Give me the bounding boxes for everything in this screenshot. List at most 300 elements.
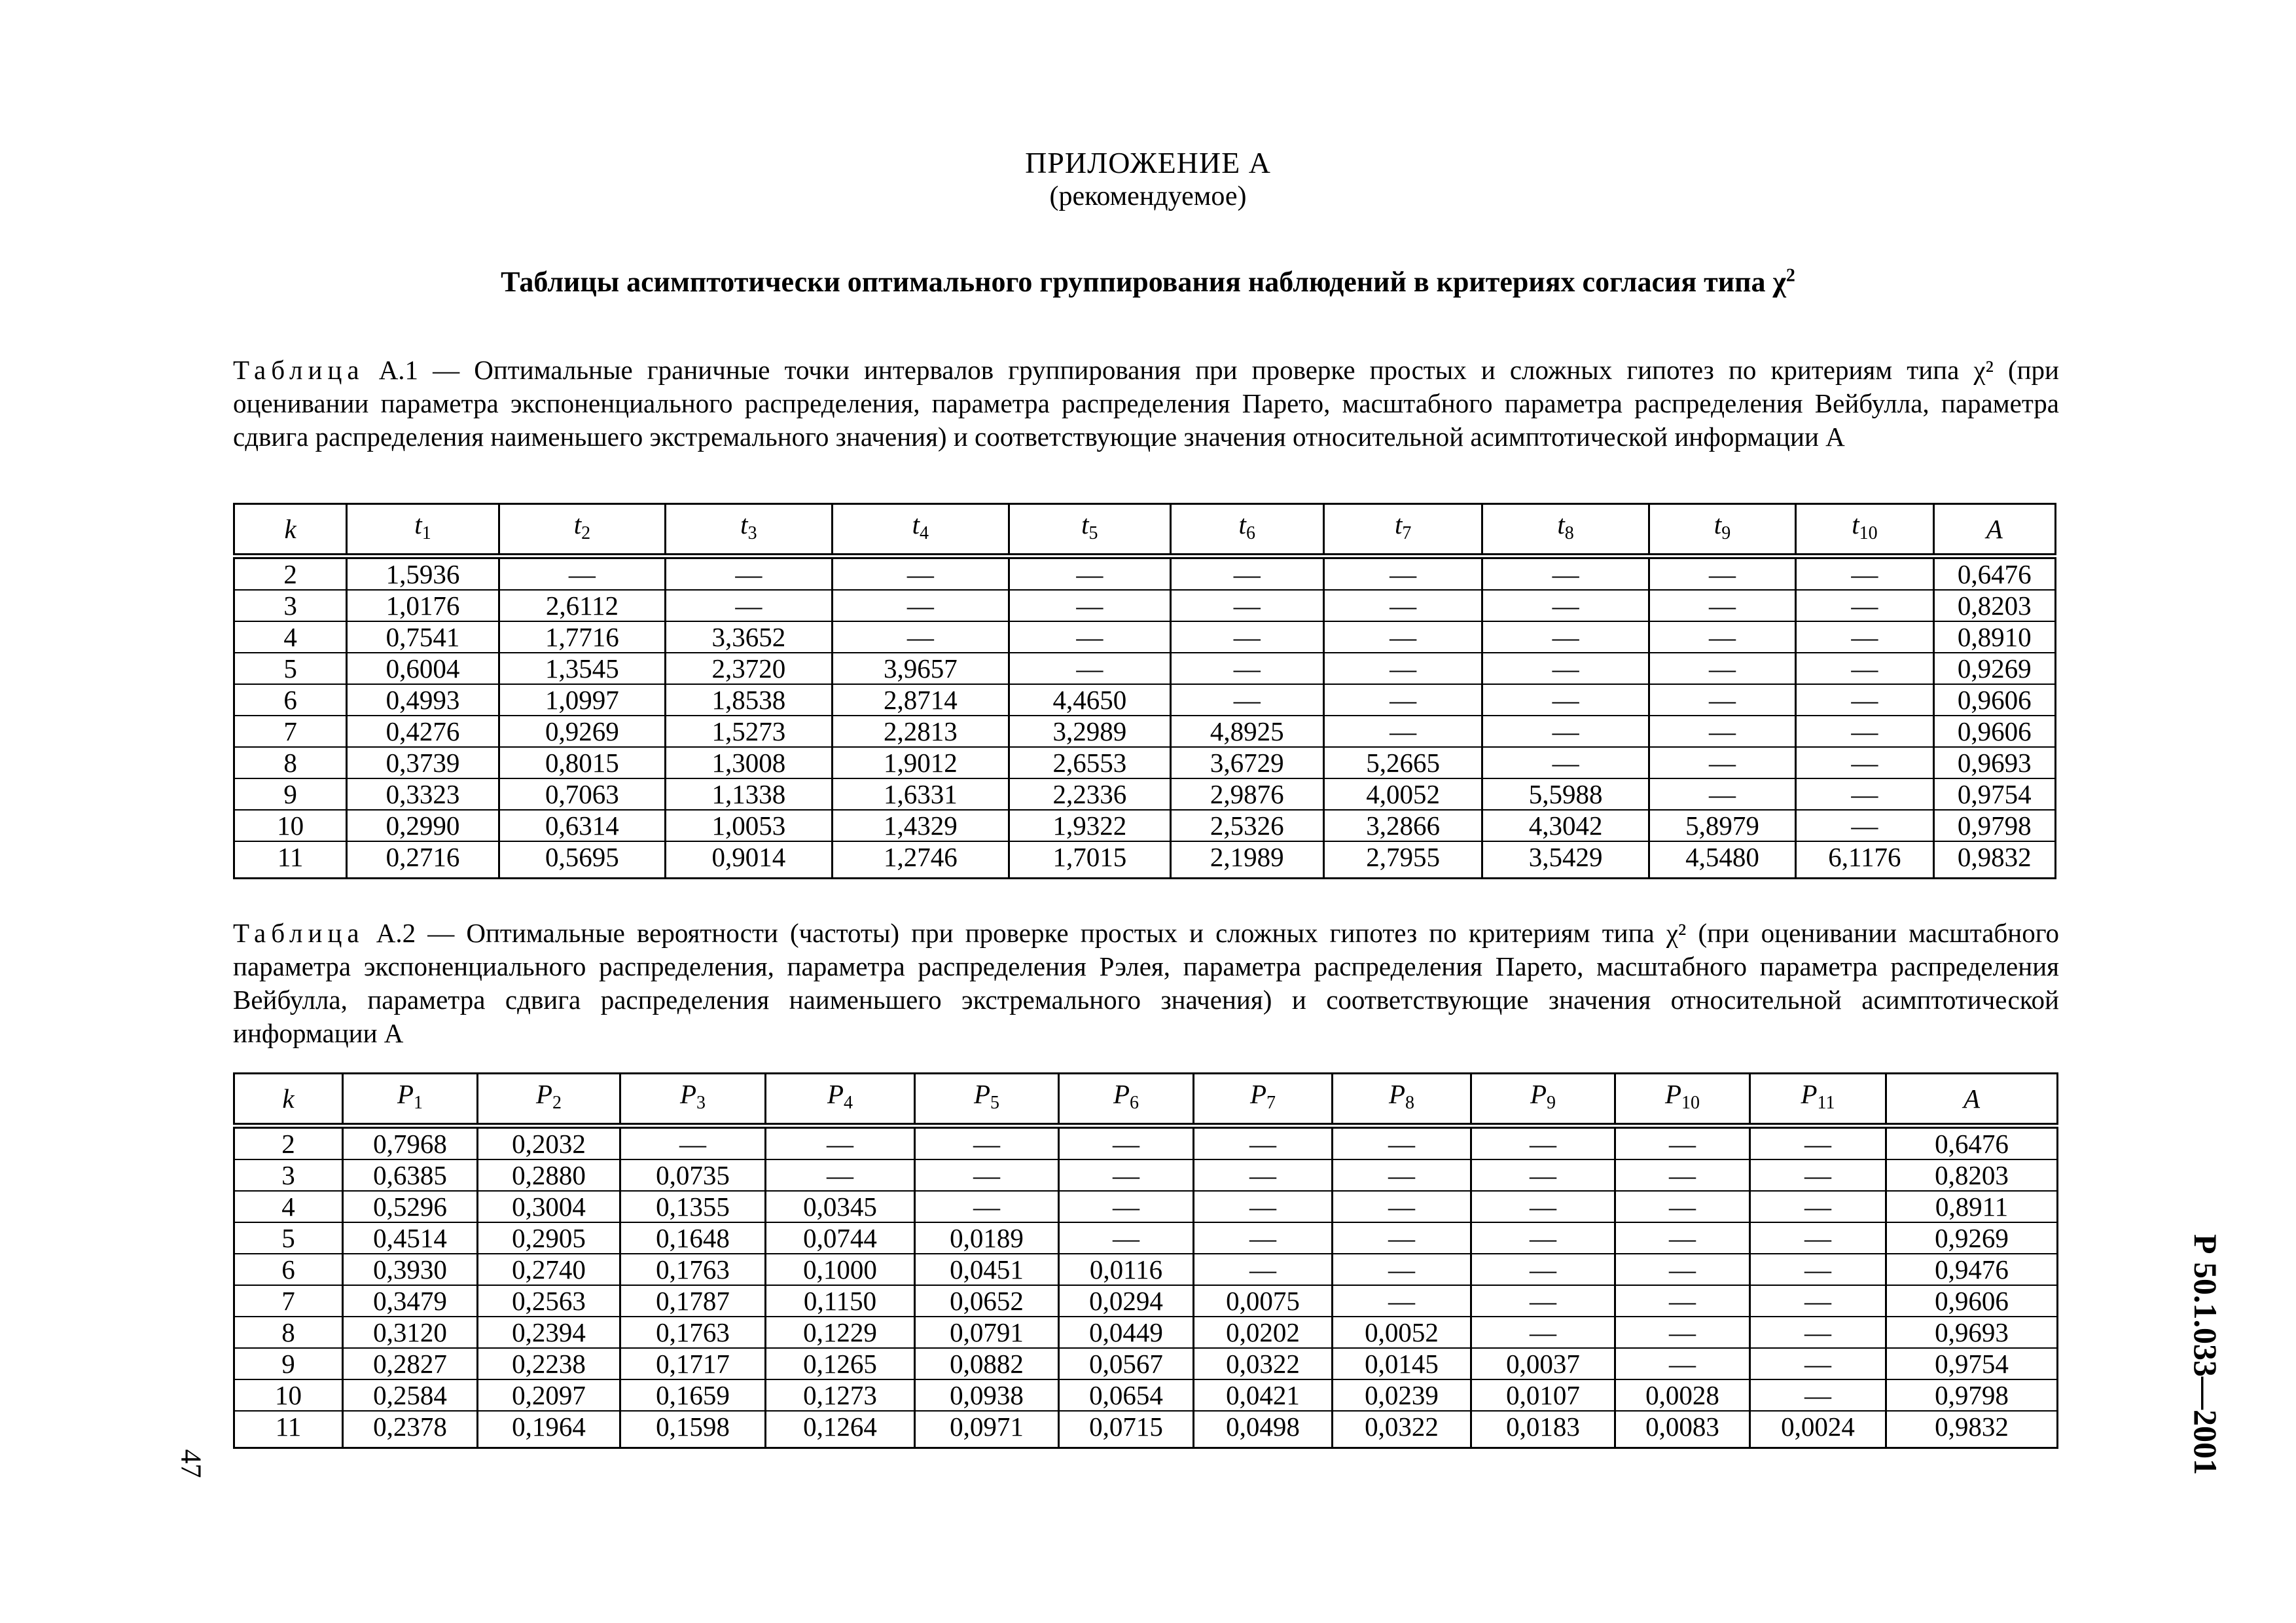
table-cell: —	[1471, 1254, 1615, 1285]
column-header-subscript: 7	[1266, 1093, 1276, 1113]
table-cell: 0,0322	[1194, 1348, 1333, 1379]
table-cell: 0,0715	[1059, 1411, 1194, 1448]
column-header-symbol: P	[397, 1079, 414, 1109]
table-cell: 0,9798	[1886, 1379, 2058, 1411]
row-k-cell: 5	[234, 1222, 343, 1254]
table-cell: 0,1273	[766, 1379, 915, 1411]
table-cell: 6,1176	[1796, 841, 1933, 879]
column-header-symbol: P	[1249, 1079, 1267, 1109]
table-cell: —	[1750, 1126, 1886, 1160]
table-cell: —	[1615, 1254, 1750, 1285]
table-cell: —	[1615, 1126, 1750, 1160]
table-row	[234, 1126, 2058, 1160]
table-cell: —	[1194, 1159, 1333, 1191]
table-cell: —	[1750, 1348, 1886, 1379]
column-header	[1323, 504, 1482, 556]
table-row	[234, 778, 2056, 810]
table-cell: 2,2813	[832, 716, 1009, 747]
table-cell: 0,0145	[1333, 1348, 1471, 1379]
column-header-symbol: P	[679, 1079, 697, 1109]
table-cell: 0,0735	[620, 1159, 766, 1191]
column-header	[347, 504, 499, 556]
table-cell: 0,3004	[478, 1191, 620, 1222]
table-cell: —	[1471, 1191, 1615, 1222]
table-cell: 2,8714	[832, 684, 1009, 716]
table-cell: 0,2394	[478, 1317, 620, 1348]
table-cell: 5,8979	[1649, 810, 1795, 841]
table-cell: 0,2990	[347, 810, 499, 841]
row-k-cell: 2	[234, 1126, 343, 1160]
table-cell: —	[1333, 1285, 1471, 1317]
table-cell: 0,2563	[478, 1285, 620, 1317]
column-header-symbol: P	[827, 1079, 844, 1109]
table-cell: 3,6729	[1170, 747, 1323, 778]
column-header: k	[234, 504, 347, 556]
table-cell: —	[1471, 1126, 1615, 1160]
table-cell: 5,5988	[1482, 778, 1649, 810]
table-cell: 0,1229	[766, 1317, 915, 1348]
table-cell: 0,0239	[1333, 1379, 1471, 1411]
table-cell: —	[1649, 590, 1795, 621]
table-cell: —	[1649, 621, 1795, 653]
table-cell: —	[1615, 1285, 1750, 1317]
table-cell: 0,9269	[499, 716, 665, 747]
row-k-cell: 8	[234, 1317, 343, 1348]
table-cell: 4,0052	[1323, 778, 1482, 810]
table-cell: —	[1796, 810, 1933, 841]
table-a1	[233, 503, 2056, 879]
column-header-symbol: t	[1713, 509, 1722, 539]
table-cell: 1,3545	[499, 653, 665, 684]
table-cell: —	[1059, 1126, 1194, 1160]
table-row	[234, 1159, 2058, 1191]
table-cell: 0,0791	[915, 1317, 1059, 1348]
table-a1-label: Таблица	[233, 355, 365, 385]
table-cell: —	[1750, 1254, 1886, 1285]
table-cell: —	[1796, 621, 1933, 653]
table-cell: —	[1750, 1191, 1886, 1222]
document-code: Р 50.1.033—2001	[2187, 1233, 2224, 1476]
column-header	[666, 504, 832, 556]
table-cell: —	[1796, 653, 1933, 684]
column-header	[1750, 1074, 1886, 1126]
column-header-symbol: P	[1530, 1079, 1547, 1109]
table-cell: 0,9014	[666, 841, 832, 879]
table-cell: 0,0449	[1059, 1317, 1194, 1348]
table-cell: —	[1323, 556, 1482, 591]
table-cell: —	[1750, 1222, 1886, 1254]
table-cell: —	[1059, 1159, 1194, 1191]
table-cell: 0,0052	[1333, 1317, 1471, 1348]
table-cell: 0,6314	[499, 810, 665, 841]
table-cell: 0,0294	[1059, 1285, 1194, 1317]
column-header	[1615, 1074, 1750, 1126]
row-k-cell: 11	[234, 841, 347, 879]
table-cell: 0,1717	[620, 1348, 766, 1379]
table-cell: —	[1649, 778, 1795, 810]
table-cell: —	[1471, 1285, 1615, 1317]
table-row	[234, 1348, 2058, 1379]
table-cell: 0,9832	[1933, 841, 2055, 879]
table-cell: 0,0938	[915, 1379, 1059, 1411]
row-k-cell: 3	[234, 590, 347, 621]
table-cell: 0,0744	[766, 1222, 915, 1254]
column-header-subscript: 2	[581, 523, 591, 543]
column-header-symbol: t	[1081, 509, 1089, 539]
table-cell: —	[1009, 590, 1170, 621]
column-header-subscript: 1	[422, 523, 431, 543]
column-header-symbol: t	[740, 509, 748, 539]
table-cell: 0,9269	[1886, 1222, 2058, 1254]
table-cell: —	[1482, 621, 1649, 653]
column-header	[1194, 1074, 1333, 1126]
column-header-subscript: 10	[1681, 1093, 1700, 1113]
table-cell: —	[1796, 747, 1933, 778]
table-row	[234, 1285, 2058, 1317]
column-header-symbol: P	[535, 1079, 553, 1109]
table-cell: 0,0028	[1615, 1379, 1750, 1411]
column-header	[1333, 1074, 1471, 1126]
table-cell: 1,9012	[832, 747, 1009, 778]
table-cell: —	[1009, 653, 1170, 684]
table-cell: 4,5480	[1649, 841, 1795, 879]
table-cell: —	[1796, 556, 1933, 591]
column-header-symbol: t	[414, 509, 422, 539]
table-cell: —	[499, 556, 665, 591]
table-cell: 1,1338	[666, 778, 832, 810]
table-cell: —	[1471, 1222, 1615, 1254]
table-cell: 0,0345	[766, 1191, 915, 1222]
table-cell: 0,7541	[347, 621, 499, 653]
table-cell: —	[1750, 1317, 1886, 1348]
table-a2-number: А.2	[376, 918, 416, 948]
column-header-symbol: t	[1238, 509, 1246, 539]
table-cell: 0,9832	[1886, 1411, 2058, 1448]
table-cell: 0,0498	[1194, 1411, 1333, 1448]
table-cell: 0,0652	[915, 1285, 1059, 1317]
table-cell: 2,7955	[1323, 841, 1482, 879]
table-cell: —	[915, 1126, 1059, 1160]
table-cell: 0,0083	[1615, 1411, 1750, 1448]
table-cell: —	[1482, 556, 1649, 591]
table-a2-caption	[233, 917, 2059, 1050]
table-cell: —	[832, 590, 1009, 621]
table-cell: 3,2989	[1009, 716, 1170, 747]
table-cell: 0,1787	[620, 1285, 766, 1317]
column-header-symbol: t	[1394, 509, 1403, 539]
table-cell: 0,0654	[1059, 1379, 1194, 1411]
table-cell: 0,1265	[766, 1348, 915, 1379]
column-header-symbol: t	[912, 509, 920, 539]
column-header-subscript: 4	[920, 523, 929, 543]
table-cell: —	[666, 590, 832, 621]
column-header	[915, 1074, 1059, 1126]
column-header: k	[234, 1074, 343, 1126]
table-cell: —	[1796, 684, 1933, 716]
table-cell: —	[1796, 778, 1933, 810]
column-header	[832, 504, 1009, 556]
column-header	[766, 1074, 915, 1126]
table-cell: 2,5326	[1170, 810, 1323, 841]
table-row	[234, 810, 2056, 841]
table-cell: 0,3739	[347, 747, 499, 778]
table-row	[234, 1191, 2058, 1222]
column-header-subscript: 9	[1721, 523, 1731, 543]
table-cell: 0,8911	[1886, 1191, 2058, 1222]
table-cell: —	[1649, 653, 1795, 684]
row-k-cell: 9	[234, 1348, 343, 1379]
table-cell: 0,8203	[1886, 1159, 2058, 1191]
table-cell: 1,5936	[347, 556, 499, 591]
table-cell: —	[1333, 1126, 1471, 1160]
table-cell: 0,0116	[1059, 1254, 1194, 1285]
table-a2	[233, 1072, 2058, 1449]
table-cell: —	[1170, 590, 1323, 621]
row-k-cell: 10	[234, 810, 347, 841]
column-header-symbol: t	[1852, 509, 1859, 539]
table-cell: 0,5296	[343, 1191, 478, 1222]
table-cell: —	[666, 556, 832, 591]
column-header-symbol: P	[1388, 1079, 1406, 1109]
table-cell: —	[1615, 1348, 1750, 1379]
table-row	[234, 716, 2056, 747]
table-cell: 3,9657	[832, 653, 1009, 684]
table-a1-number: А.1	[378, 355, 419, 385]
table-cell: 0,8203	[1933, 590, 2055, 621]
table-cell: —	[1170, 556, 1323, 591]
table-cell: 0,5695	[499, 841, 665, 879]
table-cell: 0,3323	[347, 778, 499, 810]
column-header-subscript: 11	[1817, 1093, 1835, 1113]
table-cell: 0,6476	[1933, 556, 2055, 591]
table-row	[234, 684, 2056, 716]
column-header	[1059, 1074, 1194, 1126]
row-k-cell: 3	[234, 1159, 343, 1191]
column-header-subscript: 9	[1547, 1093, 1556, 1113]
table-a2-label: Таблица	[233, 918, 365, 948]
table-cell: 1,6331	[832, 778, 1009, 810]
table-cell: —	[1471, 1159, 1615, 1191]
row-k-cell: 7	[234, 716, 347, 747]
table-cell: 4,4650	[1009, 684, 1170, 716]
table-cell: —	[1649, 684, 1795, 716]
table-cell: —	[832, 556, 1009, 591]
table-cell: 0,2880	[478, 1159, 620, 1191]
table-cell: 0,1964	[478, 1411, 620, 1448]
table-cell: —	[1009, 621, 1170, 653]
table-cell: —	[1194, 1126, 1333, 1160]
table-cell: 0,1763	[620, 1254, 766, 1285]
table-cell: —	[1649, 716, 1795, 747]
main-heading-text: Таблицы асимптотически оптимального группирования наблюдений в критериях согласия типа χ	[501, 266, 1786, 298]
table-a2-header-row	[234, 1074, 2058, 1126]
column-header-symbol: P	[1113, 1079, 1130, 1109]
column-header	[478, 1074, 620, 1126]
row-k-cell: 6	[234, 684, 347, 716]
table-cell: 0,0322	[1333, 1411, 1471, 1448]
table-cell: 0,9693	[1933, 747, 2055, 778]
table-row	[234, 621, 2056, 653]
table-cell: —	[1333, 1254, 1471, 1285]
table-cell: 0,7968	[343, 1126, 478, 1160]
table-row	[234, 1379, 2058, 1411]
table-row	[234, 841, 2056, 879]
table-cell: 0,4276	[347, 716, 499, 747]
table-cell: 0,9693	[1886, 1317, 2058, 1348]
table-cell: 3,3652	[666, 621, 832, 653]
table-cell: 0,3479	[343, 1285, 478, 1317]
row-k-cell: 9	[234, 778, 347, 810]
table-cell: 0,0075	[1194, 1285, 1333, 1317]
table-cell: —	[1170, 684, 1323, 716]
table-cell: 2,2336	[1009, 778, 1170, 810]
row-k-cell: 7	[234, 1285, 343, 1317]
table-cell: 0,2716	[347, 841, 499, 879]
column-header-subscript: 7	[1402, 523, 1412, 543]
column-header	[1482, 504, 1649, 556]
table-cell: —	[1615, 1191, 1750, 1222]
table-cell: 0,9798	[1933, 810, 2055, 841]
column-header: A	[1933, 504, 2055, 556]
table-cell: —	[620, 1126, 766, 1160]
table-cell: —	[1323, 684, 1482, 716]
row-k-cell: 6	[234, 1254, 343, 1285]
table-cell: 0,9606	[1886, 1285, 2058, 1317]
column-header-subscript: 5	[990, 1093, 1000, 1113]
table-cell: 0,1355	[620, 1191, 766, 1222]
table-cell: 0,6476	[1886, 1126, 2058, 1160]
table-cell: 0,3930	[343, 1254, 478, 1285]
table-cell: 0,8015	[499, 747, 665, 778]
table-cell: —	[1059, 1191, 1194, 1222]
row-k-cell: 11	[234, 1411, 343, 1448]
table-cell: 1,9322	[1009, 810, 1170, 841]
table-cell: 1,5273	[666, 716, 832, 747]
column-header-subscript: 8	[1405, 1093, 1415, 1113]
table-cell: 5,2665	[1323, 747, 1482, 778]
table-cell: 0,2827	[343, 1348, 478, 1379]
table-row	[234, 747, 2056, 778]
table-a1-caption	[233, 354, 2059, 454]
table-cell: —	[1323, 590, 1482, 621]
table-cell: 3,5429	[1482, 841, 1649, 879]
table-cell: —	[1194, 1222, 1333, 1254]
table-cell: —	[915, 1159, 1059, 1191]
table-cell: 0,1659	[620, 1379, 766, 1411]
table-cell: —	[1323, 716, 1482, 747]
table-cell: 0,0037	[1471, 1348, 1615, 1379]
page-number: 47	[175, 1449, 207, 1478]
table-row	[234, 1317, 2058, 1348]
table-cell: 0,0971	[915, 1411, 1059, 1448]
table-cell: 2,9876	[1170, 778, 1323, 810]
table-cell: 0,2905	[478, 1222, 620, 1254]
table-cell: 2,6112	[499, 590, 665, 621]
table-cell: 0,1648	[620, 1222, 766, 1254]
column-header-symbol: t	[1557, 509, 1565, 539]
table-cell: 0,0024	[1750, 1411, 1886, 1448]
table-cell: —	[1323, 621, 1482, 653]
table-cell: —	[1649, 556, 1795, 591]
table-cell: —	[1482, 716, 1649, 747]
table-cell: —	[1796, 590, 1933, 621]
table-cell: 0,1150	[766, 1285, 915, 1317]
table-cell: 1,8538	[666, 684, 832, 716]
table-cell: —	[1059, 1222, 1194, 1254]
table-cell: 1,0997	[499, 684, 665, 716]
column-header-subscript: 2	[552, 1093, 562, 1113]
table-cell: 0,0421	[1194, 1379, 1333, 1411]
column-header	[1170, 504, 1323, 556]
column-header	[620, 1074, 766, 1126]
table-cell: —	[1482, 590, 1649, 621]
column-header-subscript: 8	[1564, 523, 1574, 543]
column-header-subscript: 1	[414, 1093, 423, 1113]
table-cell: 0,0882	[915, 1348, 1059, 1379]
table-cell: —	[1170, 653, 1323, 684]
table-cell: 4,3042	[1482, 810, 1649, 841]
table-cell: 0,2238	[478, 1348, 620, 1379]
table-cell: 0,0202	[1194, 1317, 1333, 1348]
appendix-subtitle: (рекомендуемое)	[1049, 181, 1247, 211]
table-cell: —	[1482, 747, 1649, 778]
table-cell: 0,9754	[1886, 1348, 2058, 1379]
table-cell: 3,2866	[1323, 810, 1482, 841]
table-cell: —	[1750, 1285, 1886, 1317]
row-k-cell: 5	[234, 653, 347, 684]
table-cell: 0,2740	[478, 1254, 620, 1285]
table-cell: 1,4329	[832, 810, 1009, 841]
table-a2-caption-text: — Оптимальные вероятности (частоты) при проверке простых и сложных гипотез по критериям типа χ² (при оценивании масштабного параметра экспоненциального распределения, параметра распределения Рэлея, параметра распределения Парето, масштабного параметра распределения Вейбулла, параметра сдвига распределения наименьшего экстремального значения) и соответствующие значения относительной асимптотической информации A	[233, 918, 2059, 1048]
table-cell: 1,7015	[1009, 841, 1170, 879]
table-cell: 0,1000	[766, 1254, 915, 1285]
table-cell: 0,2097	[478, 1379, 620, 1411]
table-cell: 0,0567	[1059, 1348, 1194, 1379]
table-cell: 0,3120	[343, 1317, 478, 1348]
table-cell: 1,2746	[832, 841, 1009, 879]
column-header	[1796, 504, 1933, 556]
table-cell: 0,0183	[1471, 1411, 1615, 1448]
row-k-cell: 8	[234, 747, 347, 778]
table-a1-header-row	[234, 504, 2056, 556]
table-cell: 0,9754	[1933, 778, 2055, 810]
column-header	[1009, 504, 1170, 556]
table-row	[234, 1254, 2058, 1285]
table-cell: 0,6004	[347, 653, 499, 684]
table-row	[234, 653, 2056, 684]
table-cell: —	[915, 1191, 1059, 1222]
table-cell: —	[1471, 1317, 1615, 1348]
table-cell: 1,7716	[499, 621, 665, 653]
table-cell: —	[1194, 1191, 1333, 1222]
table-cell: 0,0189	[915, 1222, 1059, 1254]
table-cell: —	[766, 1126, 915, 1160]
appendix-title: ПРИЛОЖЕНИЕ А	[1025, 146, 1271, 179]
column-header-subscript: 6	[1246, 523, 1255, 543]
table-cell: 2,6553	[1009, 747, 1170, 778]
table-cell: 0,0451	[915, 1254, 1059, 1285]
column-header-subscript: 3	[696, 1093, 706, 1113]
column-header-subscript: 3	[747, 523, 757, 543]
table-cell: —	[1750, 1159, 1886, 1191]
table-cell: —	[1333, 1159, 1471, 1191]
table-cell: —	[1482, 653, 1649, 684]
table-cell: 0,2584	[343, 1379, 478, 1411]
table-cell: —	[1649, 747, 1795, 778]
table-cell: 0,9269	[1933, 653, 2055, 684]
column-header-subscript: 5	[1088, 523, 1098, 543]
column-header-symbol: t	[573, 509, 582, 539]
